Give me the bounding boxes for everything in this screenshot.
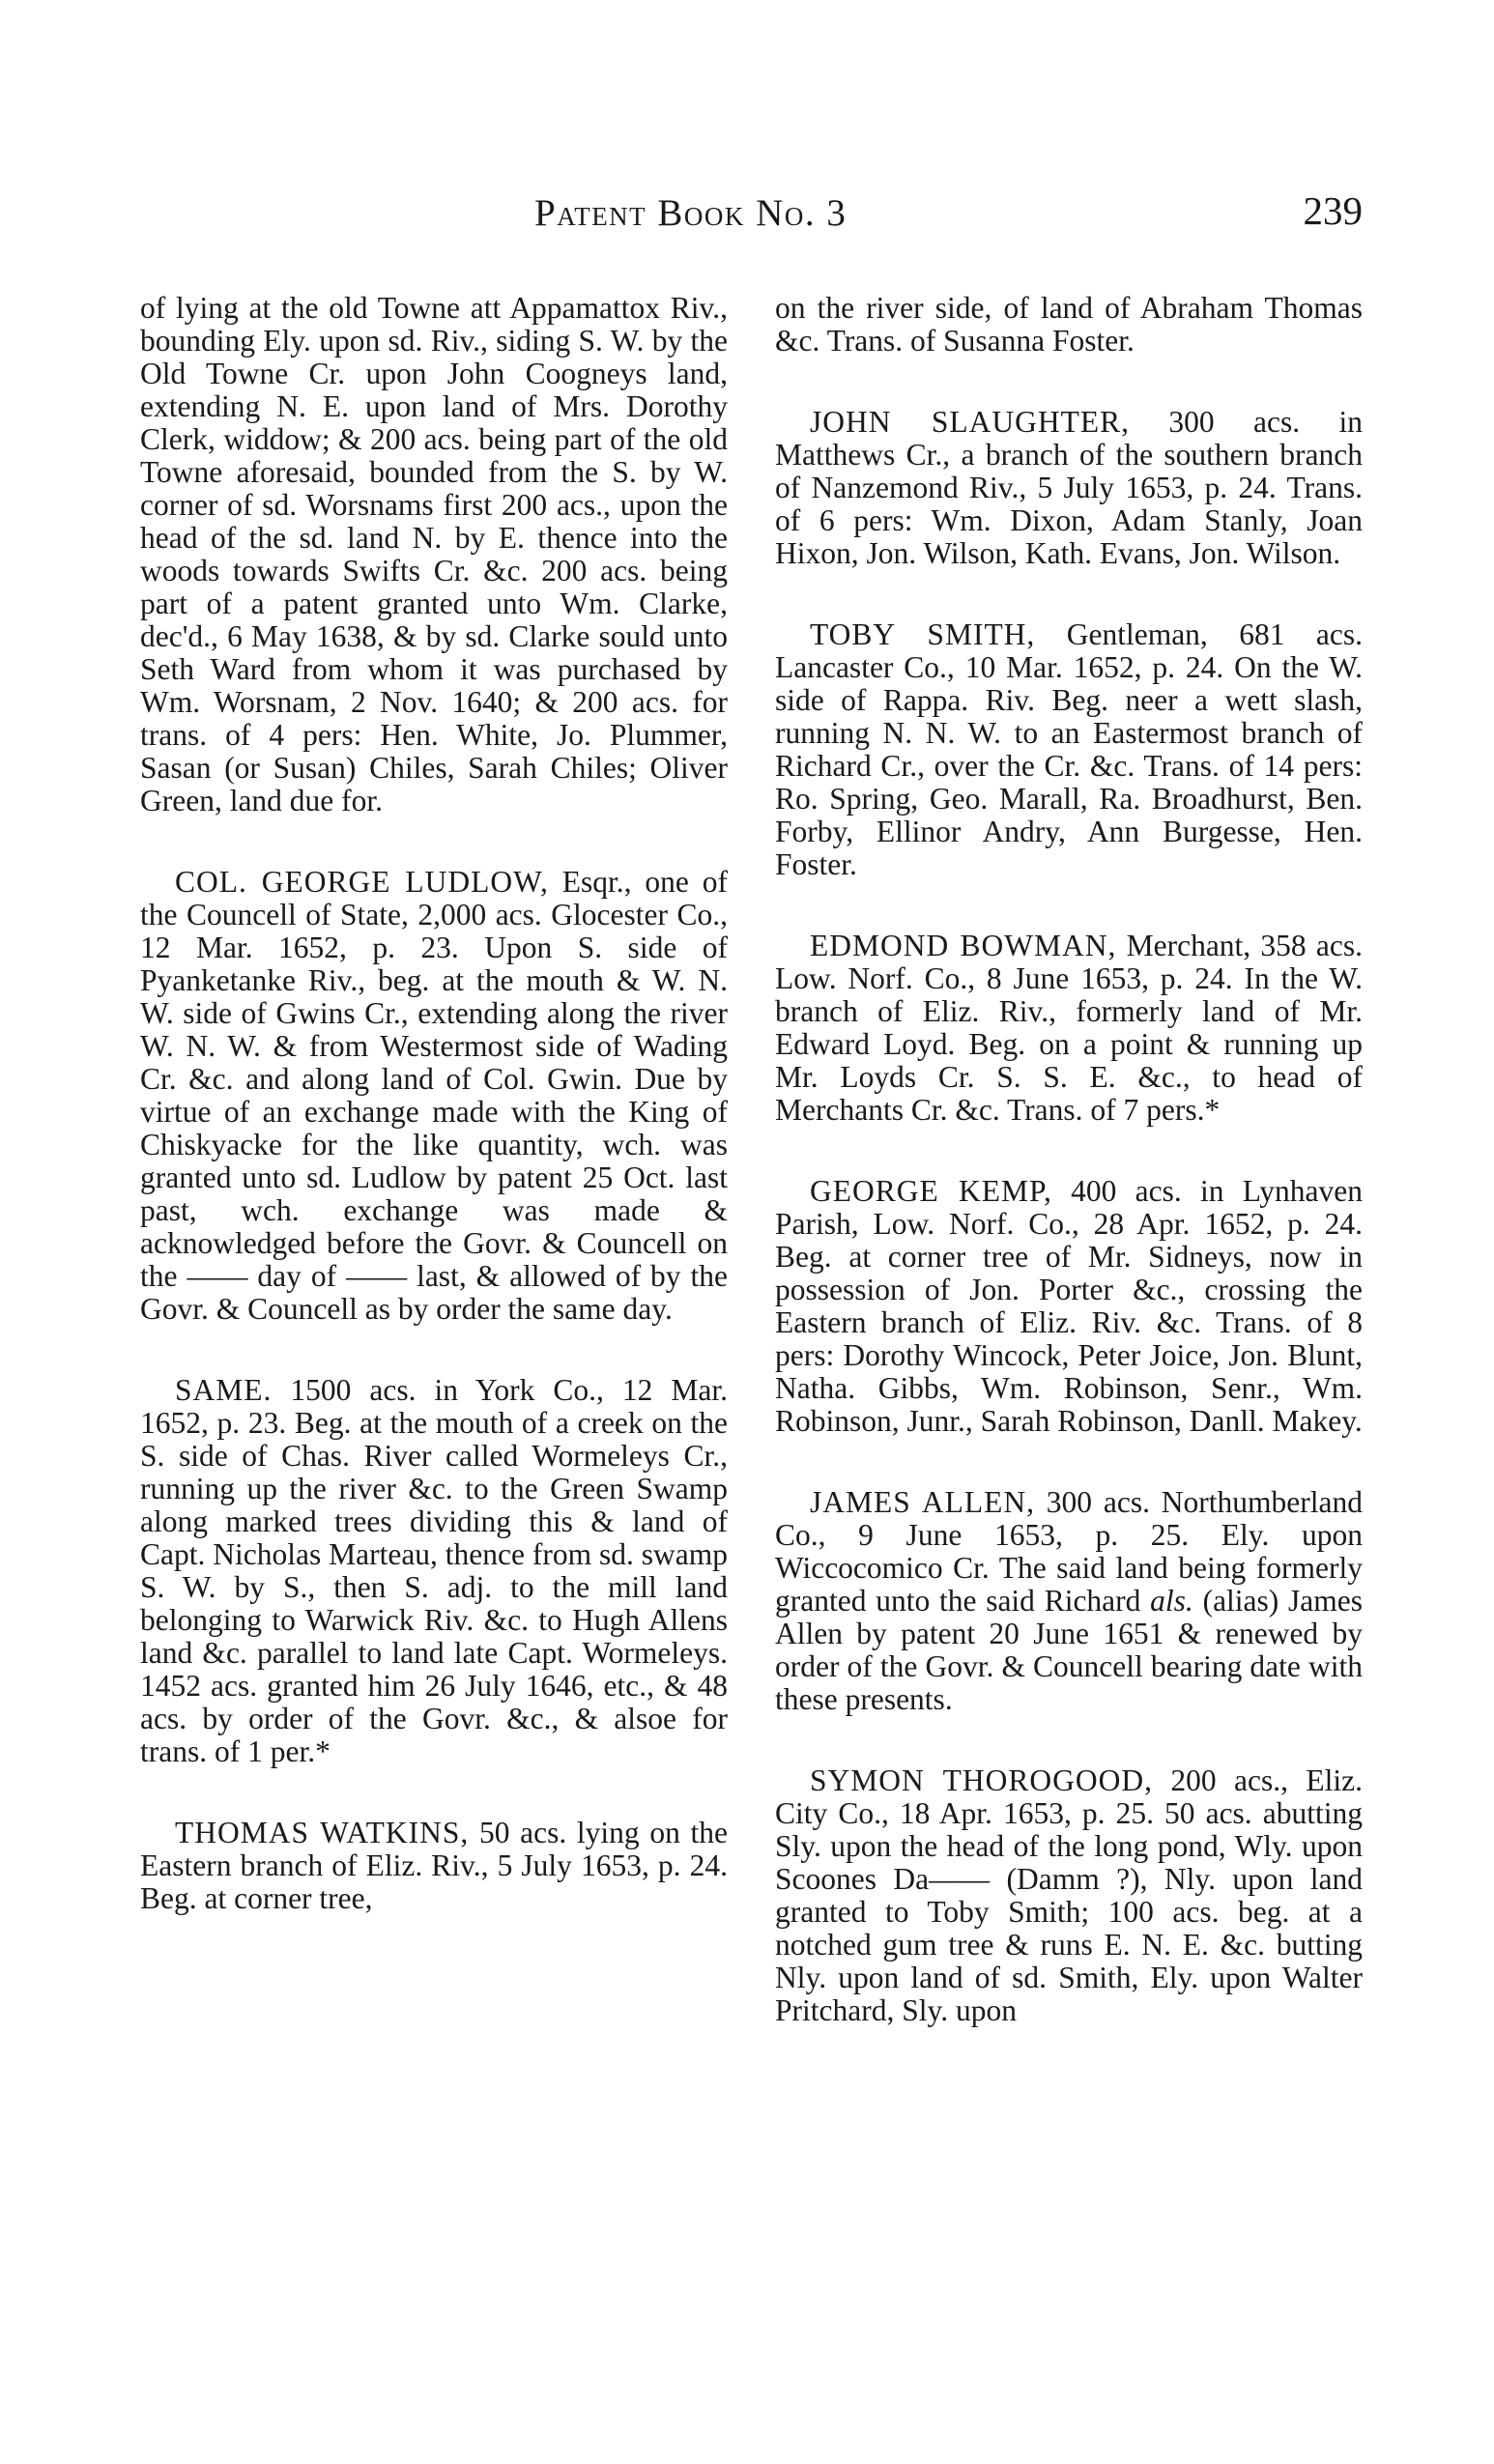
grantee-name: JOHN SLAUGHTER, (810, 405, 1131, 439)
entry-text: 300 acs. Northumberland Co., 9 June 1653, p. 25. Ely. upon Wiccocomico Cr. The said land being formerly granted unto the said Richard (775, 1485, 1363, 1618)
entry-text: 1500 acs. in York Co., 12 Mar. 1652, p. 23. Beg. at the mouth of a creek on the S. side of Chas. River called Wormeleys Cr., running up the river &c. to the Green Swamp along marked trees dividing this & land of Capt. Nicholas Marteau, thence from sd. swamp S. W. by S., then S. adj. to the mill land belonging to Warwick Riv. &c. to Hugh Allens land &c. parallel to land late Capt. Wormeleys. 1452 acs. granted him 26 July 1646, etc., & 48 acs. by order of the Govr. &c., & alsoe for trans. of 1 per.* (140, 1373, 729, 1768)
grantee-name: EDMOND BOWMAN, (810, 929, 1117, 962)
entry-text: 200 acs., Eliz. City Co., 18 Apr. 1653, p. 25. 50 acs. abutting Sly. upon the head of the long pond, Wly. upon Scoones Da—— (Damm ?), Nly. upon land granted to Toby Smith; 100 acs. beg. at a notched gum tree & runs E. N. E. &c. butting Nly. upon land of sd. Smith, Ely. upon Walter Pritchard, Sly. upon (775, 1763, 1363, 2027)
running-title: Patent Book No. 3 (534, 192, 848, 234)
grantee-name: THOMAS WATKINS, (175, 1816, 470, 1849)
patent-entry-continued (775, 292, 1363, 358)
entry-text: 50 acs. lying on the Eastern branch of Eliz. Riv., 5 July 1653, p. 24. Beg. at corner tree, (140, 1816, 728, 1915)
entry-text: 300 acs. in Matthews Cr., a branch of the southern branch of Nanzemond Riv., 5 July 1653, p. 24. Trans. of 6 pers: Wm. Dixon, Adam Stanly, Joan Hixon, Jon. Wilson, Kath. Evans, Jon. Wilson. (775, 405, 1364, 570)
grantee-name: SYMON THOROGOOD, (810, 1763, 1153, 1797)
patent-entry-same (140, 1374, 728, 1768)
patent-entry-thorogood (775, 1764, 1363, 2027)
patent-entry-bowman (775, 930, 1363, 1127)
entry-text: Merchant, 358 acs. Low. Norf. Co., 8 June 1653, p. 24. In the W. branch of Eliz. Riv., formerly land of Mr. Edward Loyd. Beg. on a point & running up Mr. Loyds Cr. S. S. E. &c., to head of Merchants Cr. &c. Trans. of 7 pers.* (775, 929, 1364, 1127)
entry-text: 400 acs. in Lynhaven Parish, Low. Norf. Co., 28 Apr. 1652, p. 24. Beg. at corner tree of Mr. Sidneys, now in possession of Jon. Porter &c., crossing the Eastern branch of Eliz. Riv. &c. Trans. of 8 pers: Dorothy Wincock, Peter Joice, Jon. Blunt, Natha. Gibbs, Wm. Robinson, Senr., Wm. Robinson, Junr., Sarah Robinson, Danll. Makey. (775, 1174, 1364, 1438)
patent-entry-kemp (775, 1175, 1363, 1438)
patent-entry-smith (775, 618, 1363, 881)
italic-abbreviation: als. (1150, 1584, 1193, 1618)
patent-entry-continued (140, 292, 728, 817)
running-head (0, 184, 1363, 242)
patent-entry-ludlow (140, 866, 728, 1326)
grantee-name: JAMES ALLEN, (810, 1485, 1035, 1519)
grantee-name: COL. GEORGE LUDLOW, (175, 865, 549, 899)
grantee-name: GEORGE KEMP, (810, 1174, 1052, 1208)
entry-text: of lying at the old Towne att Appamattox Riv., bounding Ely. upon sd. Riv., siding S. W. by the Old Towne Cr. upon John Coogneys land, extending N. E. upon land of Mrs. Dorothy Clerk, widdow; & 200 acs. being part of the old Towne aforesaid, bounded from the S. by W. corner of sd. Worsnams first 200 acs., upon the head of the sd. land N. by E. thence into the woods towards Swifts Cr. &c. 200 acs. being part of a patent granted unto Wm. Clarke, dec'd., 6 May 1638, & by sd. Clarke sould unto Seth Ward from whom it was purchased by Wm. Worsnam, 2 Nov. 1640; & 200 acs. for trans. of 4 pers: Hen. White, Jo. Plummer, Sasan (or Susan) Chiles, Sarah Chiles; Oliver Green, land due for. (140, 291, 728, 817)
entry-text: on the river side, of land of Abraham Thomas &c. Trans. of Susanna Foster. (775, 291, 1363, 358)
page-number: 239 (1303, 188, 1363, 233)
grantee-name: SAME. (175, 1373, 273, 1407)
entry-text: (alias) James Allen by patent 20 June 1651 & renewed by order of the Govr. & Councell bearing date with these presents. (775, 1584, 1364, 1716)
entry-text: Gentleman, 681 acs. Lancaster Co., 10 Mar. 1652, p. 24. On the W. side of Rappa. Riv. Beg. neer a wett slash, running N. N. W. to an Eastermost branch of Richard Cr., over the Cr. &c. Trans. of 14 pers: Ro. Spring, Geo. Marall, Ra. Broadhurst, Ben. Forby, Ellinor Andry, Ann Burgesse, Hen. Foster. (775, 617, 1363, 881)
patent-entry-allen (775, 1486, 1363, 1716)
grantee-name: TOBY SMITH, (810, 617, 1036, 651)
entry-text: Esqr., one of the Councell of State, 2,000 acs. Glocester Co., 12 Mar. 1652, p. 23. Upon S. side of Pyanketanke Riv., beg. at the mouth & W. N. W. side of Gwins Cr., extending along the river W. N. W. & from Westermost side of Wading Cr. &c. and along land of Col. Gwin. Due by virtue of an exchange made with the King of Chiskyacke for the like quantity, wch. was granted unto sd. Ludlow by patent 25 Oct. last past, wch. exchange was made & acknowledged before the Govr. & Councell on the —— day of —— last, & allowed of by the Govr. & Councell as by order the same day. (140, 865, 728, 1326)
right-column (775, 292, 1363, 2027)
patent-entry-watkins (140, 1817, 728, 1915)
left-column (140, 292, 728, 1915)
patent-entry-slaughter (775, 406, 1363, 570)
